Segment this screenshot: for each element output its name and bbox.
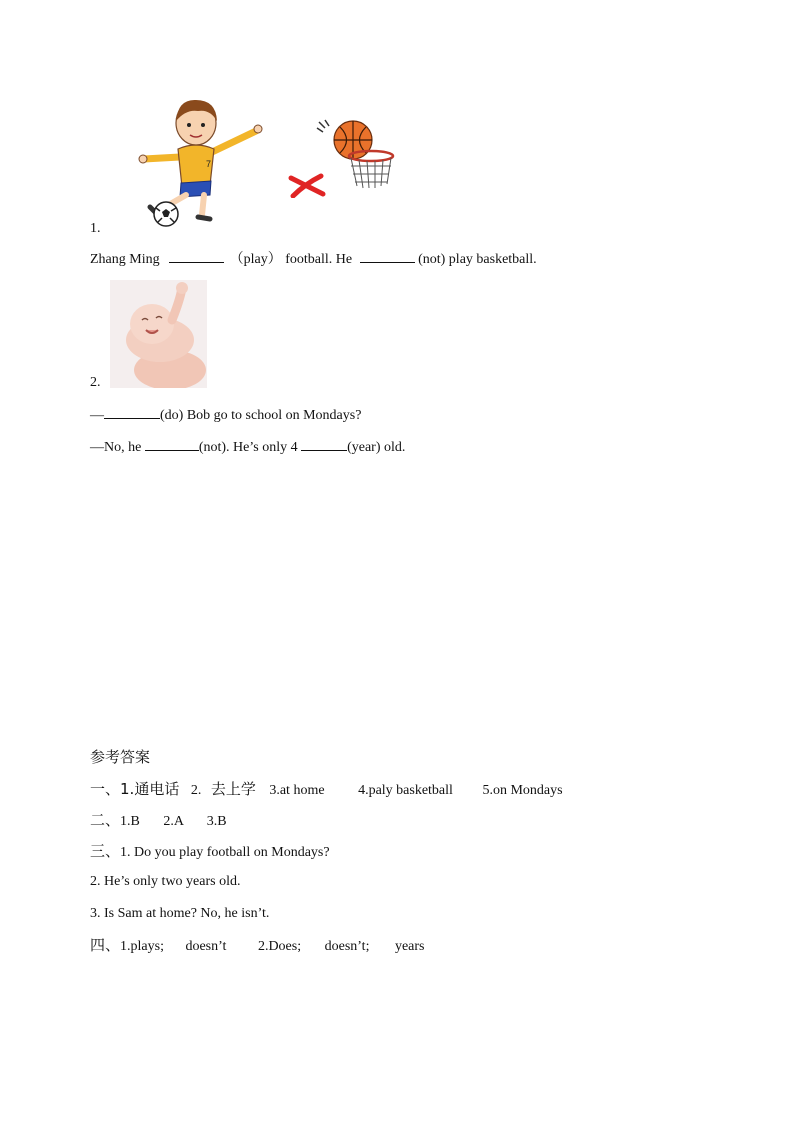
question-2-line-1-text: (do) Bob go to school on Mondays?: [160, 408, 362, 423]
answers-row-5: 3. Is Sam at home? No, he isn’t.: [90, 906, 270, 921]
answers-row-2: [90, 811, 227, 831]
answers-row-1-prefix: 一、: [90, 780, 121, 798]
question-2-line-2: [90, 438, 405, 457]
question-2-line-1: [90, 406, 361, 425]
answers-row-6-a5: years: [394, 939, 425, 954]
answers-row-6-prefix: 四、: [90, 936, 121, 954]
question-1-part3: (not) play basketball.: [418, 252, 537, 267]
answers-heading: 参考答案: [90, 748, 151, 766]
answers-row-4: 2. He’s only two years old.: [90, 874, 241, 889]
question-1-blank-1[interactable]: [169, 250, 224, 263]
answers-row-2-a3: 3.B: [206, 814, 227, 829]
svg-text:7: 7: [206, 159, 212, 169]
question-2-blank-2[interactable]: [145, 438, 199, 451]
baby-picture: [110, 280, 207, 388]
answers-row-1-a3: 3.at home: [269, 783, 325, 798]
answers-row-1: [90, 780, 563, 800]
answers-row-2-prefix: 二、: [90, 811, 121, 829]
question-2-dash: —: [90, 408, 104, 423]
answers-row-2-a1: 1.B: [120, 814, 140, 829]
boy-football-picture: [138, 95, 264, 227]
question-2-line-2-part2: (not). He’s only 4: [198, 440, 298, 455]
answers-row-3-prefix: 三、: [90, 842, 121, 860]
question-1-sentence: [90, 250, 537, 269]
question-2-number: 2.: [90, 375, 101, 390]
basketball-hoop-picture: [313, 118, 397, 190]
question-2-line-2-part1: —No, he: [90, 440, 142, 455]
answers-row-1-a5: 5.on Mondays: [482, 783, 563, 798]
answers-row-1-a1: 1.通电话: [120, 780, 180, 798]
question-2-blank-3[interactable]: [301, 438, 347, 451]
question-2-blank-1[interactable]: [104, 406, 160, 419]
question-1-number: 1.: [90, 221, 101, 236]
question-2-line-2-part3: (year) old.: [347, 440, 406, 455]
answers-row-6-a1: 1.plays;: [120, 939, 164, 954]
answers-row-6: [90, 936, 425, 956]
answers-row-2-a2: 2.A: [163, 814, 184, 829]
answers-row-6-a3: 2.Does;: [257, 939, 302, 954]
answers-row-1-a4: 4.paly basketball: [358, 783, 453, 798]
answers-row-3-text: 1. Do you play football on Mondays?: [120, 845, 330, 860]
question-1-part1: Zhang Ming: [90, 252, 160, 267]
answers-row-3: [90, 842, 330, 862]
answers-row-1-a2-num: 2.: [190, 783, 202, 798]
answers-row-6-a4: doesn’t;: [324, 939, 370, 954]
question-1-part2: （play） football. He: [229, 252, 353, 267]
answers-row-6-a2: doesn’t: [185, 939, 227, 954]
question-1-blank-2[interactable]: [360, 250, 415, 263]
answers-row-1-a2: 去上学: [210, 780, 256, 798]
